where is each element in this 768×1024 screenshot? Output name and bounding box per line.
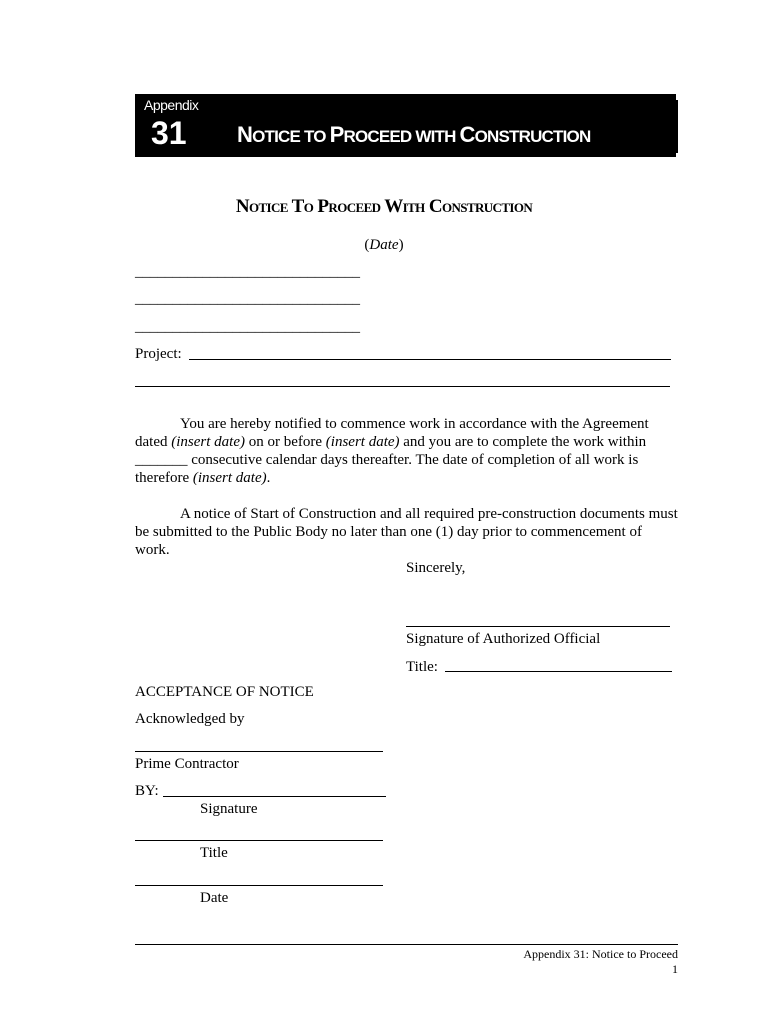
prime-contractor-blank [135, 751, 383, 752]
page-footer [523, 947, 678, 977]
address-blank-2: ______________________________ [135, 291, 360, 307]
address-blank-3: ______________________________ [135, 319, 360, 335]
banner-title-part: OTICE [252, 127, 301, 146]
banner-title-part: TO [300, 127, 330, 146]
acceptance-heading: ACCEPTANCE OF NOTICE [135, 684, 314, 700]
banner-title-part: ROCEED [343, 127, 412, 146]
prime-contractor-label: Prime Contractor [135, 756, 239, 772]
appendix-label: Appendix [144, 97, 199, 113]
acceptance-date-blank [135, 885, 383, 886]
page-number: 1 [672, 962, 678, 976]
banner-title-part: C [459, 122, 475, 147]
address-blank-1: ______________________________ [135, 264, 360, 280]
signature-label: Signature [200, 801, 258, 817]
title-label: Title: [406, 659, 438, 675]
date-placeholder: (Date) [364, 237, 404, 253]
project-label: Project: [135, 346, 182, 362]
by-label: BY: [135, 783, 159, 799]
banner-title-part: ONSTRUCTION [474, 127, 591, 146]
banner-title-part: WITH [411, 127, 460, 146]
banner-title-part: N [237, 122, 253, 147]
signature-caption: Signature of Authorized Official [406, 631, 601, 647]
signature-blank [406, 626, 670, 627]
acceptance-title-label: Title [200, 845, 228, 861]
closing: Sincerely, [406, 560, 466, 576]
appendix-banner [135, 94, 676, 157]
banner-title-part: P [329, 122, 344, 147]
banner-title [237, 122, 590, 148]
document-title: Notice To Proceed With Construction [235, 196, 533, 217]
title-blank [445, 671, 672, 672]
banner-edge [674, 100, 678, 153]
footer-rule [135, 944, 678, 945]
project-blank-continued [135, 386, 670, 387]
project-blank [189, 359, 671, 360]
acceptance-title-blank [135, 840, 383, 841]
notice-paragraph: You are hereby notified to commence work in accordance with the Agreement dated (insert date) on or before (insert date) and you are to complete the work within _______ consecutive calendar days thereafter. The date of completion of all work is therefore (insert date). [135, 416, 649, 486]
acceptance-date-label: Date [200, 890, 229, 906]
acknowledged-label: Acknowledged by [135, 711, 245, 727]
footer-text: Appendix 31: Notice to Proceed [523, 947, 678, 961]
appendix-number: 31 [151, 115, 187, 151]
submission-paragraph: A notice of Start of Construction and all required pre-construction documents must be submitted to the Public Body no later than one (1) day prior to commencement of work. [135, 506, 678, 558]
by-blank [163, 796, 386, 797]
